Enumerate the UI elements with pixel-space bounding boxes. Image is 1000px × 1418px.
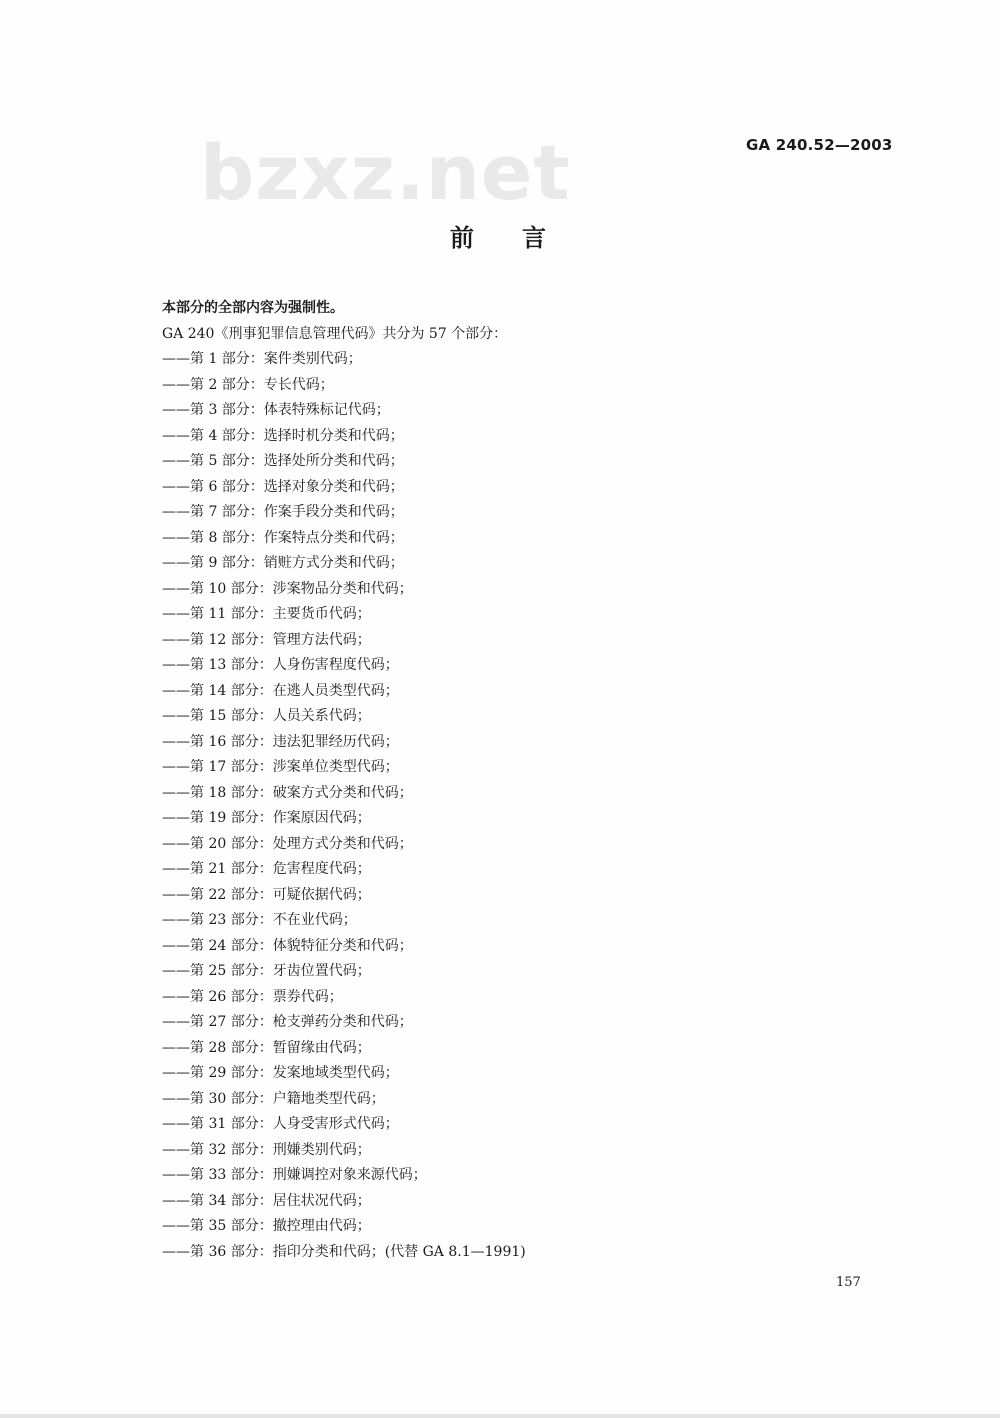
list-item: ——第 11 部分：主要货币代码；	[162, 606, 371, 622]
list-item: ——第 14 部分：在逃人员类型代码；	[162, 682, 399, 699]
list-item: ——第 19 部分：作案原因代码；	[162, 810, 371, 826]
mandatory-statement: 本部分的全部内容为强制性。	[162, 300, 344, 316]
list-item: ——第 36 部分：指印分类和代码；(代替 GA 8.1—1991)	[162, 1243, 526, 1260]
list-item: ——第 6 部分：选择对象分类和代码；	[162, 478, 404, 495]
list-item: ——第 15 部分：人员关系代码；	[162, 708, 371, 724]
structure-statement: GA 240《刑事犯罪信息管理代码》共分为 57 个部分：	[162, 325, 508, 342]
list-item: ——第 7 部分：作案手段分类和代码；	[162, 504, 404, 520]
list-item: ——第 2 部分：专长代码；	[162, 376, 334, 393]
list-item: ——第 22 部分：可疑依据代码；	[162, 886, 371, 903]
list-item: ——第 29 部分：发案地域类型代码；	[162, 1065, 399, 1081]
list-item: ——第 27 部分：枪支弹药分类和代码；	[162, 1014, 413, 1030]
list-item: ——第 17 部分：涉案单位类型代码；	[162, 759, 399, 775]
list-item: ——第 23 部分：不在业代码；	[162, 912, 357, 928]
list-item: ——第 33 部分：刑嫌调控对象来源代码；	[162, 1167, 427, 1183]
list-item: ——第 35 部分：撤控理由代码；	[162, 1218, 371, 1234]
watermark: bzxz.net	[200, 128, 571, 217]
list-item: ——第 25 部分：牙齿位置代码；	[162, 963, 371, 979]
list-item: ——第 18 部分：破案方式分类和代码；	[162, 784, 413, 801]
list-item: ——第 34 部分：居住状况代码；	[162, 1192, 371, 1209]
list-item: ——第 26 部分：票券代码；	[162, 988, 343, 1005]
list-item: ——第 13 部分：人身伤害程度代码；	[162, 657, 399, 673]
list-item: ——第 9 部分：销赃方式分类和代码；	[162, 555, 404, 571]
page-bottom-edge	[0, 1414, 1000, 1418]
document-body	[162, 296, 862, 1265]
list-item: ——第 5 部分：选择处所分类和代码；	[162, 453, 404, 469]
list-item: ——第 21 部分：危害程度代码；	[162, 861, 371, 877]
list-item: ——第 3 部分：体表特殊标记代码；	[162, 402, 390, 418]
list-item: ——第 20 部分：处理方式分类和代码；	[162, 835, 413, 852]
list-item: ——第 12 部分：管理方法代码；	[162, 631, 371, 648]
document-code: GA 240.52—2003	[746, 136, 893, 154]
list-item: ——第 24 部分：体貌特征分类和代码；	[162, 937, 413, 954]
list-item: ——第 30 部分：户籍地类型代码；	[162, 1090, 385, 1107]
list-item: ——第 28 部分：暂留缘由代码；	[162, 1039, 371, 1056]
page-number: 157	[836, 1275, 861, 1290]
list-item: ——第 8 部分：作案特点分类和代码；	[162, 529, 404, 546]
list-item: ——第 16 部分：违法犯罪经历代码；	[162, 733, 399, 750]
list-item: ——第 4 部分：选择时机分类和代码；	[162, 427, 404, 444]
page-title: 前言	[450, 224, 594, 252]
list-item: ——第 1 部分：案件类别代码；	[162, 351, 362, 367]
list-item: ——第 31 部分：人身受害形式代码；	[162, 1116, 399, 1132]
list-item: ——第 10 部分：涉案物品分类和代码；	[162, 580, 413, 597]
parts-list	[162, 347, 862, 1265]
list-item: ——第 32 部分：刑嫌类别代码；	[162, 1141, 371, 1158]
